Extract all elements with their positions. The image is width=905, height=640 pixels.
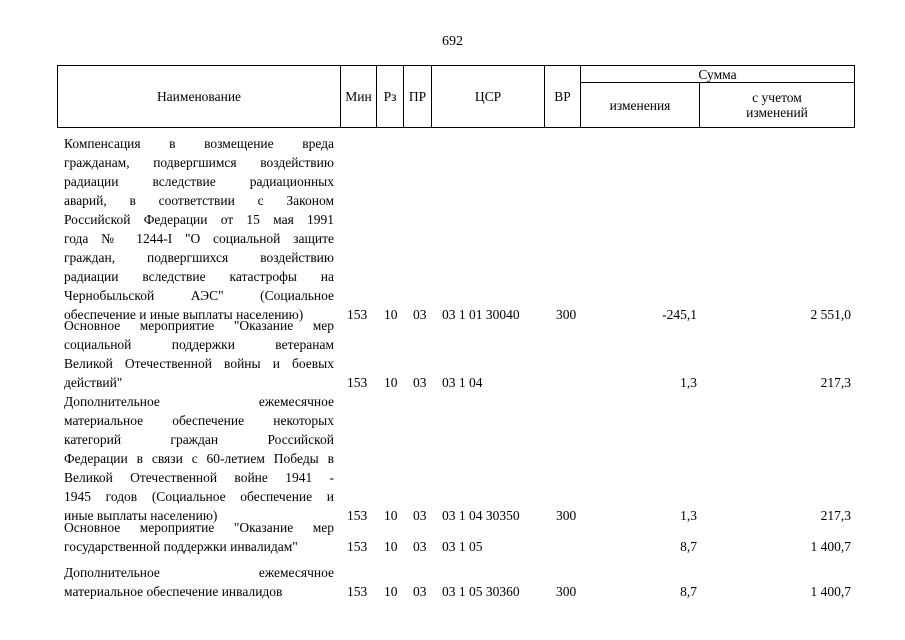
table-row bbox=[0, 134, 905, 324]
csr-code: 03 1 01 30040 bbox=[442, 307, 520, 322]
pr-code: 03 bbox=[413, 307, 427, 322]
header-min: Мин bbox=[341, 66, 377, 128]
pr-code: 03 bbox=[413, 508, 427, 523]
row-name-line: Федерации в связи с 60-летием Победы в bbox=[64, 451, 334, 466]
total-value: 1 400,7 bbox=[810, 539, 851, 554]
row-name bbox=[64, 316, 334, 392]
row-name-line: радиации вследствие катастрофы на bbox=[64, 269, 334, 284]
header-pr: ПР bbox=[404, 66, 432, 128]
rz-code: 10 bbox=[384, 508, 398, 523]
pr-code: 03 bbox=[413, 539, 427, 554]
change-value: 8,7 bbox=[680, 584, 697, 599]
header-sum: Сумма bbox=[581, 66, 855, 83]
table-row bbox=[0, 563, 905, 601]
row-name bbox=[64, 518, 334, 556]
change-value: 1,3 bbox=[680, 508, 697, 523]
rz-code: 10 bbox=[384, 584, 398, 599]
row-name-line: иные выплаты населению) bbox=[64, 508, 218, 523]
row-name-line: Великой Отечественной войны и боевых bbox=[64, 356, 334, 371]
total-value: 2 551,0 bbox=[810, 307, 851, 322]
row-name-line: государственной поддержки инвалидам" bbox=[64, 539, 298, 554]
row-name bbox=[64, 392, 334, 525]
row-name-line: гражданам, подвергшимся воздействию bbox=[64, 155, 334, 170]
csr-code: 03 1 05 30360 bbox=[442, 584, 520, 599]
row-name-line: Основное мероприятие "Оказание мер bbox=[64, 318, 334, 333]
row-name-line: категорий граждан Российской bbox=[64, 432, 334, 447]
total-value: 217,3 bbox=[820, 375, 851, 390]
row-name-line: материальное обеспечение инвалидов bbox=[64, 584, 283, 599]
row-name-line: Дополнительное ежемесячное bbox=[64, 394, 334, 409]
header-change: изменения bbox=[581, 83, 700, 128]
row-name-line: Дополнительное ежемесячное bbox=[64, 565, 334, 580]
vr-code: 300 bbox=[556, 307, 577, 322]
row-name-line: Чернобыльской АЭС" (Социальное bbox=[64, 288, 334, 303]
header-rz: Рз bbox=[377, 66, 404, 128]
header-total bbox=[700, 83, 855, 128]
row-name-line: года № 1244-I "О социальной защите bbox=[64, 231, 334, 246]
total-value: 1 400,7 bbox=[810, 584, 851, 599]
pr-code: 03 bbox=[413, 584, 427, 599]
row-name-line: действий" bbox=[64, 375, 123, 390]
csr-code: 03 1 04 bbox=[442, 375, 483, 390]
rz-code: 10 bbox=[384, 307, 398, 322]
vr-code: 300 bbox=[556, 584, 577, 599]
row-name-line: социальной поддержки ветеранам bbox=[64, 337, 334, 352]
change-value: 8,7 bbox=[680, 539, 697, 554]
header-total-line1: с учетом bbox=[752, 90, 802, 105]
header-csr: ЦСР bbox=[432, 66, 545, 128]
min-code: 153 bbox=[347, 307, 368, 322]
row-name bbox=[64, 563, 334, 601]
row-name-line: аварий, в соответствии с Законом bbox=[64, 193, 334, 208]
change-value: -245,1 bbox=[662, 307, 697, 322]
row-name-line: Российской Федерации от 15 мая 1991 bbox=[64, 212, 334, 227]
header-name: Наименование bbox=[58, 66, 341, 128]
row-name-line: Великой Отечественной войне 1941 - bbox=[64, 470, 334, 485]
change-value: 1,3 bbox=[680, 375, 697, 390]
table-row bbox=[0, 316, 905, 392]
csr-code: 03 1 05 bbox=[442, 539, 483, 554]
rz-code: 10 bbox=[384, 375, 398, 390]
row-name bbox=[64, 134, 334, 324]
min-code: 153 bbox=[347, 539, 368, 554]
table-header bbox=[57, 65, 855, 128]
min-code: 153 bbox=[347, 375, 368, 390]
vr-code: 300 bbox=[556, 508, 577, 523]
row-name-line: радиации вследствие радиационных bbox=[64, 174, 334, 189]
rz-code: 10 bbox=[384, 539, 398, 554]
table-row bbox=[0, 392, 905, 525]
row-name-line: Основное мероприятие "Оказание мер bbox=[64, 520, 334, 535]
page-number: 692 bbox=[442, 34, 463, 49]
row-name-line: обеспечение и иные выплаты населению) bbox=[64, 307, 304, 322]
total-value: 217,3 bbox=[820, 508, 851, 523]
csr-code: 03 1 04 30350 bbox=[442, 508, 520, 523]
header-total-line2: изменений bbox=[746, 105, 808, 120]
min-code: 153 bbox=[347, 508, 368, 523]
min-code: 153 bbox=[347, 584, 368, 599]
table-row bbox=[0, 518, 905, 556]
header-vr: ВР bbox=[545, 66, 581, 128]
pr-code: 03 bbox=[413, 375, 427, 390]
row-name-line: Компенсация в возмещение вреда bbox=[64, 136, 334, 151]
row-name-line: материальное обеспечение некоторых bbox=[64, 413, 334, 428]
row-name-line: граждан, подвергшихся воздействию bbox=[64, 250, 334, 265]
row-name-line: 1945 годов (Социальное обеспечение и bbox=[64, 489, 334, 504]
